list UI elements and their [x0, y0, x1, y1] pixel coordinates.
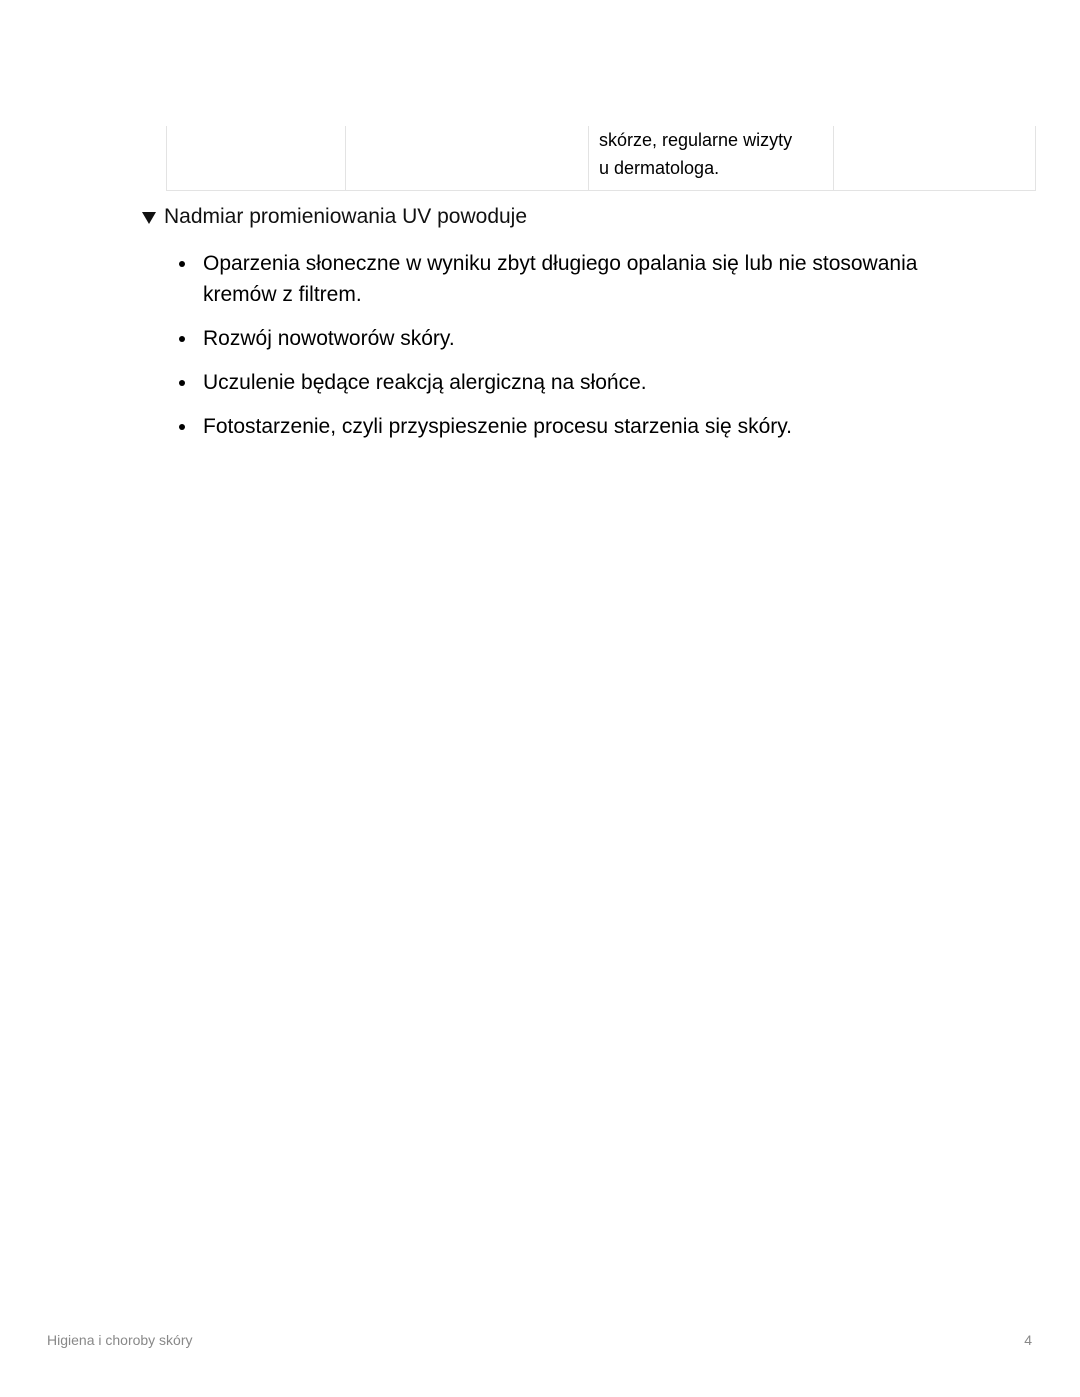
list-item-text: Rozwój nowotworów skóry. — [203, 327, 455, 350]
list-item-text: Fotostarzenie, czyli przyspieszenie procesu starzenia się skóry. — [203, 415, 793, 438]
table-cell — [589, 126, 834, 191]
bullet-list — [142, 248, 962, 442]
list-item — [179, 323, 943, 354]
bullet-dot-icon — [179, 336, 185, 342]
bullet-dot-icon — [179, 261, 185, 267]
list-item — [179, 367, 943, 398]
bullet-dot-icon — [179, 424, 185, 430]
toggle-title: Nadmiar promieniowania UV powoduje — [164, 205, 528, 228]
table-cell — [346, 126, 589, 191]
table-cell — [167, 126, 346, 191]
content-table — [166, 126, 1036, 191]
footer-document-title: Higiena i choroby skóry — [47, 1332, 193, 1348]
toggle-header[interactable] — [142, 202, 962, 232]
list-item — [179, 248, 943, 310]
table-cell — [834, 126, 1036, 191]
list-item-text: Oparzenia słoneczne w wyniku zbyt długiego opalania się lub nie stosowania kremów z filtrem. — [203, 252, 918, 306]
table-cell-line: skórze, regularne wizyty — [599, 130, 793, 150]
footer-page-number: 4 — [1024, 1332, 1032, 1348]
list-item — [179, 411, 943, 442]
bullet-dot-icon — [179, 380, 185, 386]
table-cell-line: u dermatologa. — [599, 158, 720, 178]
list-item-text: Uczulenie będące reakcją alergiczną na słońce. — [203, 371, 647, 394]
triangle-down-icon[interactable] — [142, 212, 156, 224]
toggle-block — [142, 202, 962, 455]
table-row — [167, 126, 1036, 191]
table-continuation — [166, 126, 953, 191]
